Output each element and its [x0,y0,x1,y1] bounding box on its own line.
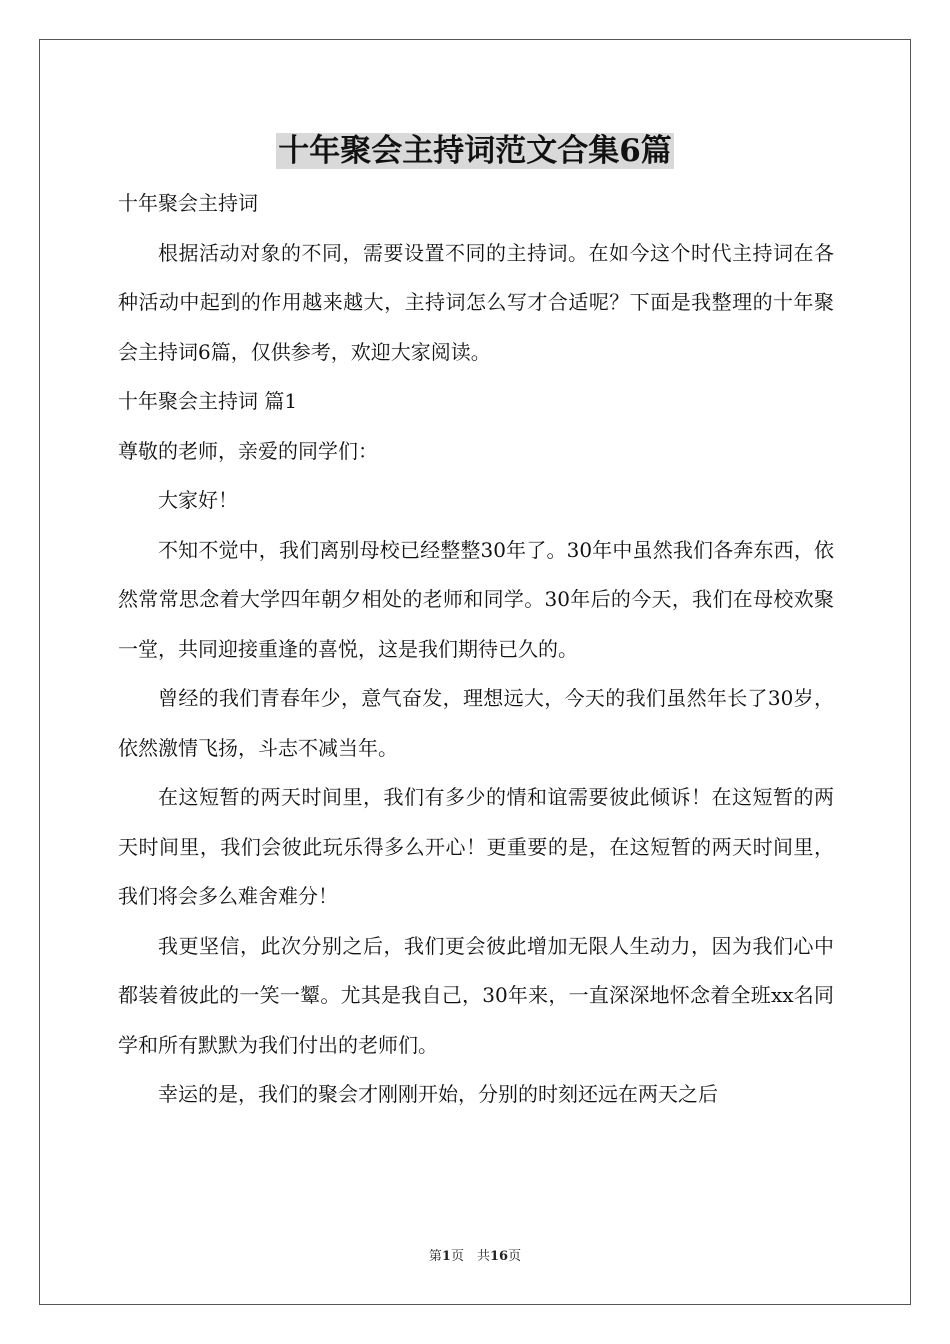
body-paragraph: 大家好！ [158,488,238,512]
body-paragraph: 尊敬的老师，亲爱的同学们： [118,438,378,463]
body-paragraph: 曾经的我们青春年少，意气奋发，理想远大，今天的我们虽然年长了30岁，依然激情飞扬，斗志不减当年。 [118,686,834,760]
page-footer [0,1245,950,1264]
footer-mid: 页 共 [450,1249,490,1264]
body-paragraph: 幸运的是，我们的聚会才刚刚开始，分别的时刻还远在两天之后 [158,1082,718,1106]
document-title-text: 十年聚会主持词范文合集6篇 [278,133,672,169]
footer-prefix: 第 [428,1249,442,1264]
document-title [0,130,950,172]
body-paragraph: 十年聚会主持词 篇1 [118,389,298,413]
footer-suffix: 页 [508,1249,522,1264]
document-body [118,179,834,1120]
body-paragraph: 根据活动对象的不同，需要设置不同的主持词。在如今这个时代主持词在各种活动中起到的作用越来越大，主持词怎么写才合适呢？下面是我整理的十年聚会主持词6篇，仅供参考，欢迎大家阅读。 [118,240,834,364]
body-paragraph: 在这短暂的两天时间里，我们有多少的情和谊需要彼此倾诉！在这短暂的两天时间里，我们会彼此玩乐得多么开心！更重要的是，在这短暂的两天时间里，我们将会多么难舍难分！ [118,785,834,908]
footer-current-page: 1 [441,1249,451,1264]
body-paragraph: 我更坚信，此次分别之后，我们更会彼此增加无限人生动力，因为我们心中都装着彼此的一笑一颦。尤其是我自己，30年来，一直深深地怀念着全班xx名同学和所有默默为我们付出的老师们。 [118,933,834,1057]
body-paragraph: 十年聚会主持词 [118,191,258,215]
body-paragraph: 不知不觉中，我们离别母校已经整整30年了。30年中虽然我们各奔东西，依然常常思念着大学四年朝夕相处的老师和同学。30年后的今天，我们在母校欢聚一堂，共同迎接重逢的喜悦，这是我们期待已久的。 [118,537,834,661]
footer-total-pages: 16 [489,1249,509,1264]
